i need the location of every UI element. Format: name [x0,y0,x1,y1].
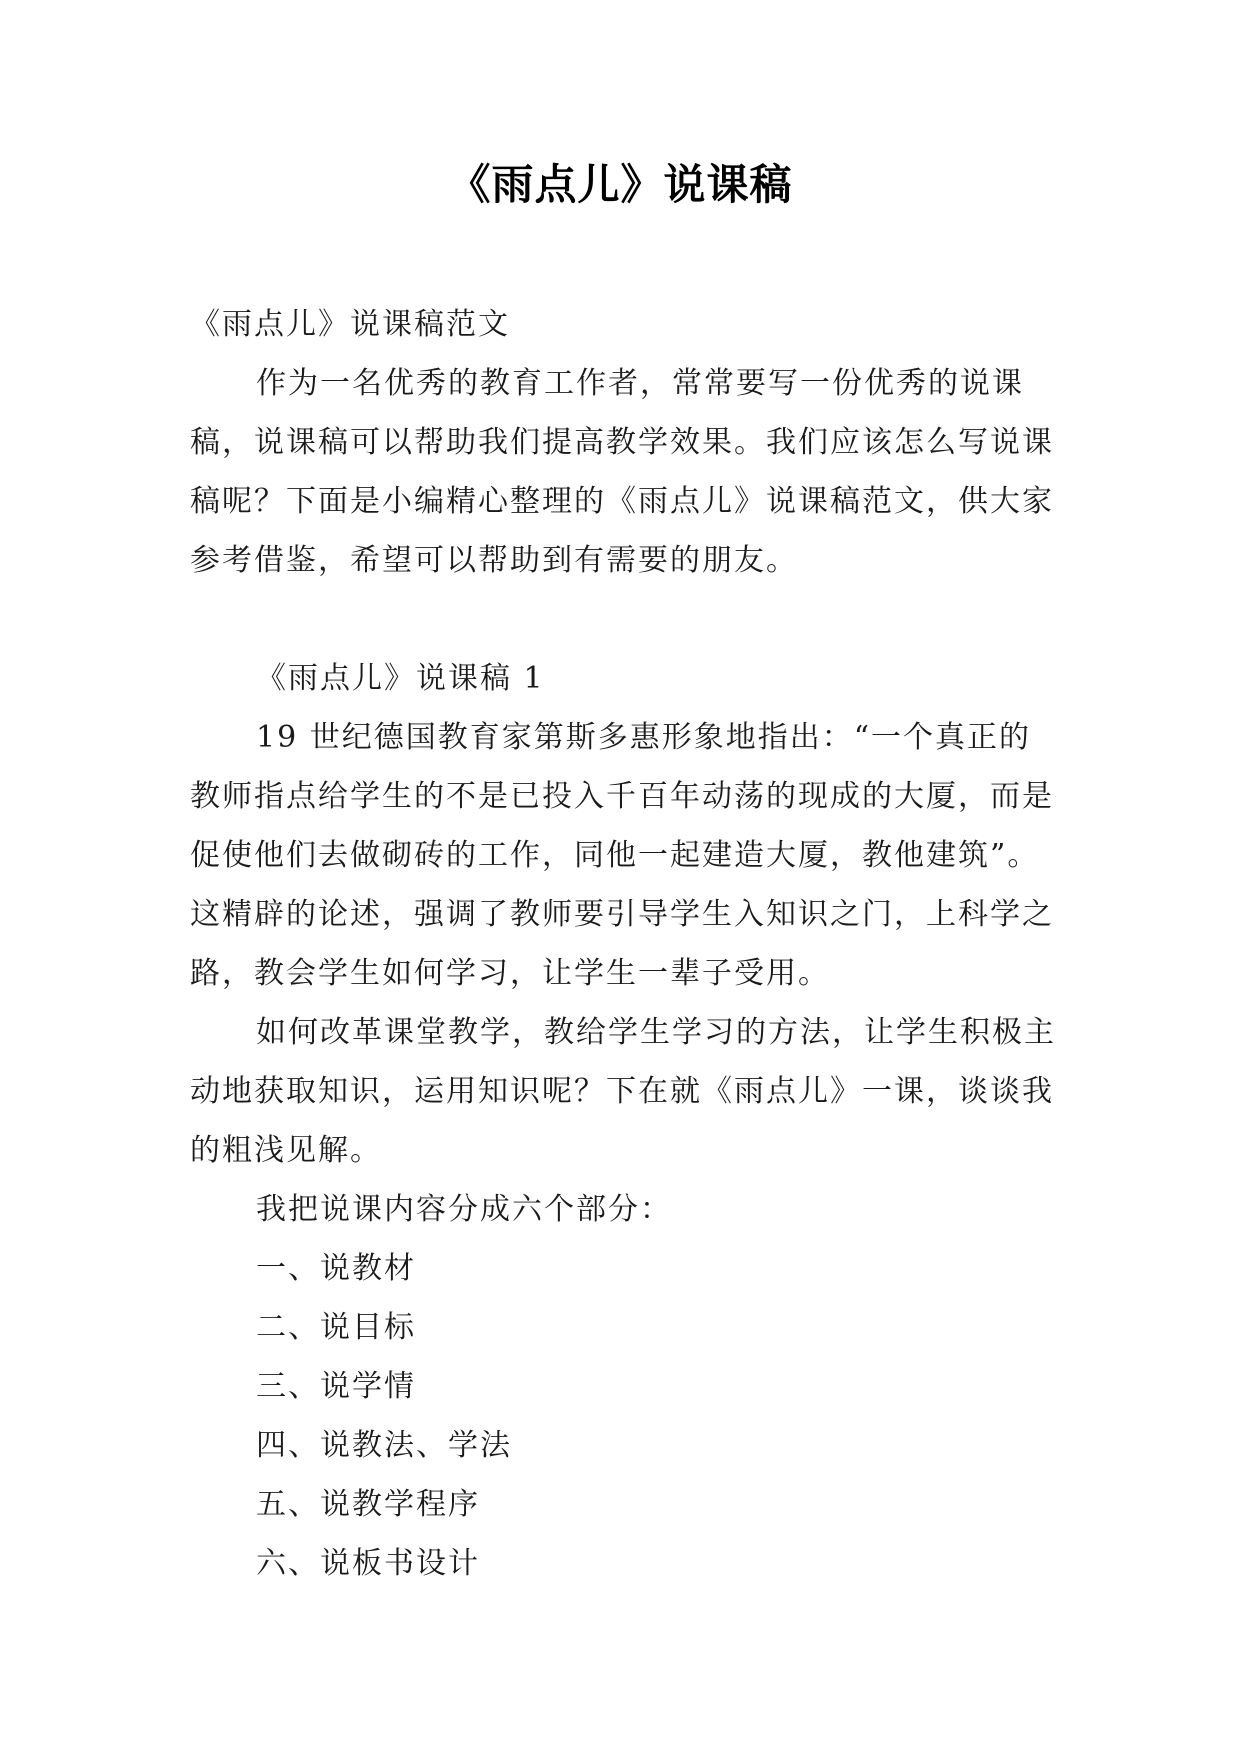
body-paragraph-3: 我把说课内容分成六个部分： [256,1192,672,1227]
outline-item-5: 五、说教学程序 [256,1487,480,1522]
document-subtitle: 《雨点儿》说课稿范文 [190,307,510,342]
document-title: 《雨点儿》说课稿 [448,160,793,209]
intro-paragraph: 作为一名优秀的教育工作者，常常要写一份优秀的说课稿，说课稿可以帮助我们提高教学效果。我们应该怎么写说课稿呢？下面是小编精心整理的《雨点儿》说课稿范文，供大家参考借鉴，希望可以帮助到有需要的朋友。 [190,366,1054,578]
blank-line [190,590,1058,649]
document-body [190,295,1058,1593]
outline-item-6: 六、说板书设计 [256,1546,480,1581]
outline-item-1: 一、说教材 [256,1251,416,1286]
body-paragraph-1: 19 世纪德国教育家第斯多惠形象地指出：“一个真正的教师指点给学生的不是已投入千百年动荡的现成的大厦，而是促使他们去做砌砖的工作，同他一起建造大厦，教他建筑”。这精辟的论述，强调了教师要引导学生入知识之门，上科学之路，教会学生如何学习，让学生一辈子受用。 [190,720,1054,991]
outline-item-2: 二、说目标 [256,1310,416,1345]
body-paragraph-2: 如何改革课堂教学，教给学生学习的方法，让学生积极主动地获取知识，运用知识呢？下在就《雨点儿》一课，谈谈我的粗浅见解。 [190,1015,1056,1168]
section-heading: 《雨点儿》说课稿 1 [256,661,545,696]
outline-item-3: 三、说学情 [256,1369,416,1404]
outline-item-4: 四、说教法、学法 [256,1428,512,1463]
